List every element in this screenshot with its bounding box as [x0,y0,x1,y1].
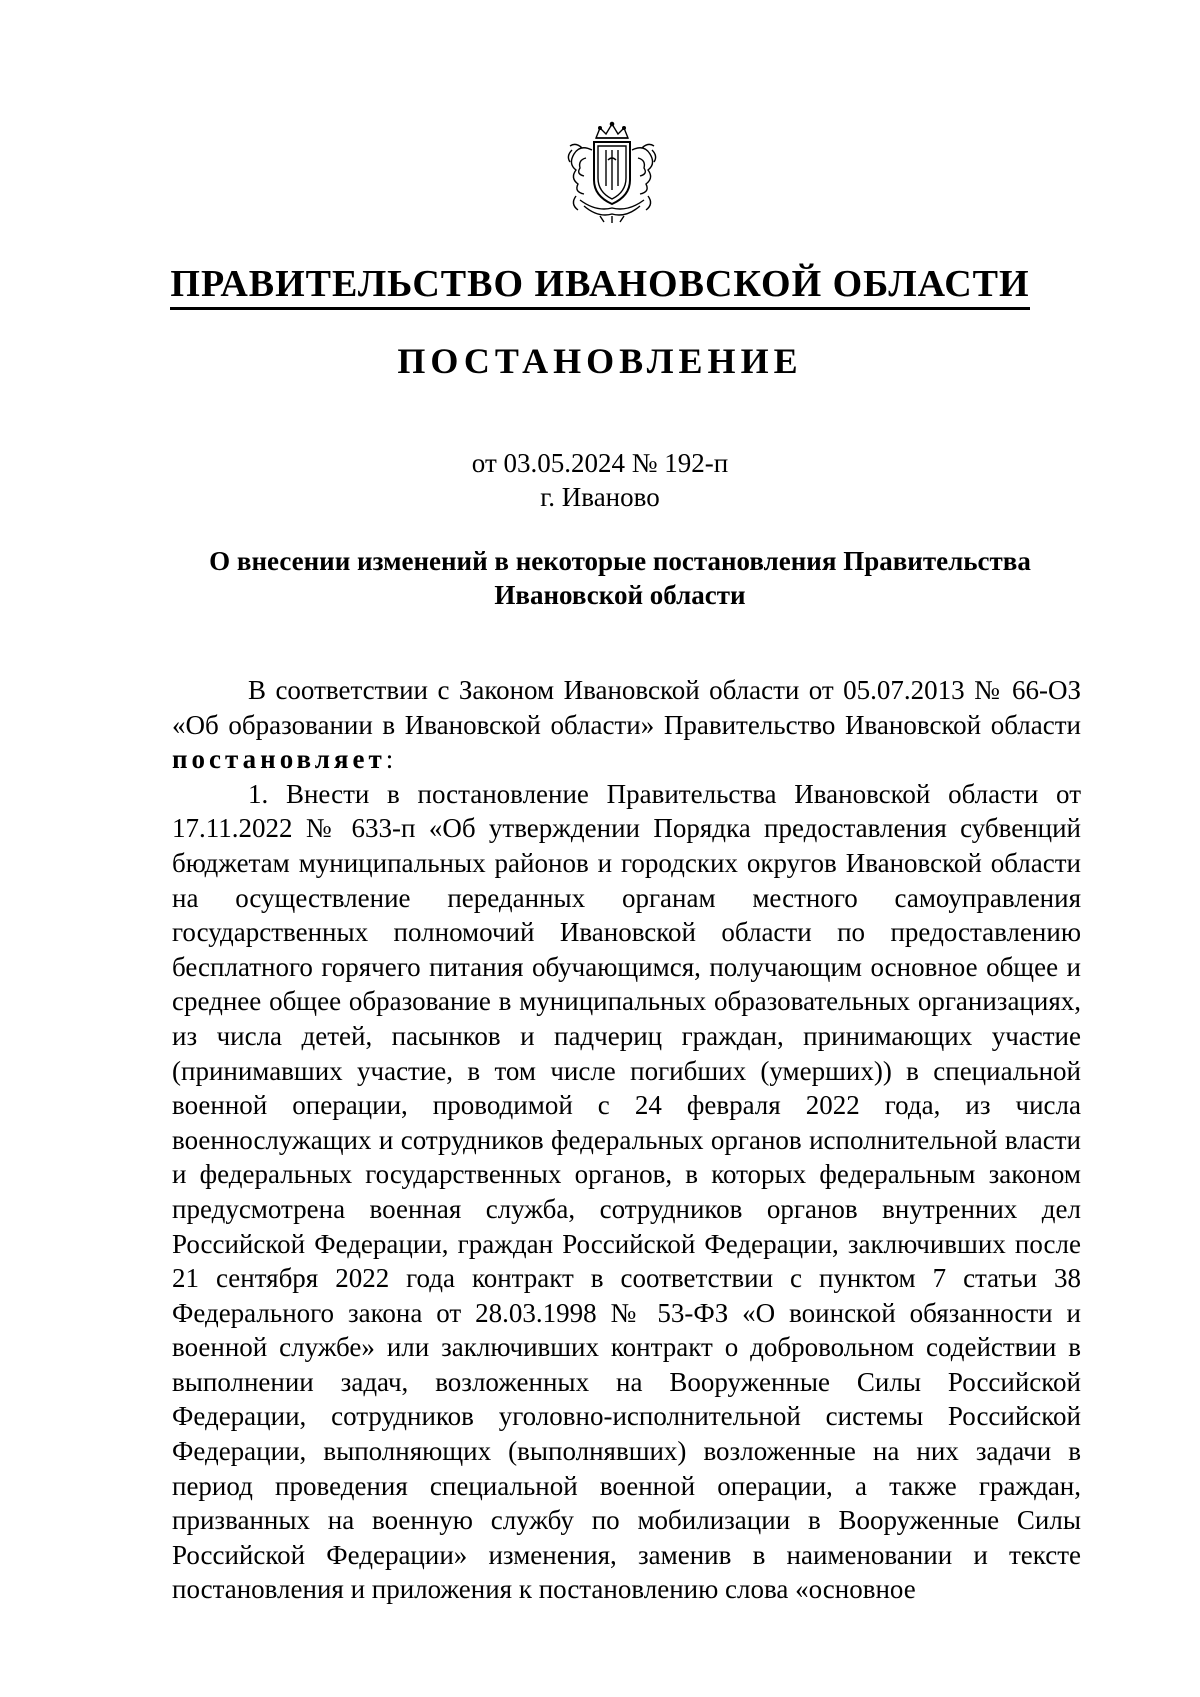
document-type: ПОСТАНОВЛЕНИЕ [397,341,803,381]
document-body [172,673,1081,1607]
organization-title [0,260,1200,308]
preamble-paragraph [172,673,1081,777]
preamble-text: В соответствии с Законом Ивановской области от 05.07.2013 № 66-ОЗ «Об образовании в Ивановской области» Правительство Ивановской области [172,675,1081,740]
organization-title-text: ПРАВИТЕЛЬСТВО ИВАНОВСКОЙ ОБЛАСТИ [170,263,1029,310]
document-city: г. Иваново [540,482,660,512]
ivanovo-coat-of-arms-icon [556,120,668,226]
preamble-colon: : [385,744,394,775]
item-1-paragraph: 1. Внести в постановление Правительства Ивановской области от 17.11.2022 № 633-п «Об утверждении Порядка предоставления субвенций бюджетам муниципальных районов и городских округов Ивановской области на осуществление переданных органам местного самоуправления государственных полномочий Ивановской области по предоставлению бесплатного горячего питания обучающимся, получающим основное общее и среднее общее образование в муниципальных образовательных организациях, из числа детей, пасынков и падчериц граждан, принимающих участие (принимавших участие, в том числе погибших (умерших)) в специальной военной операции, проводимой с 24 февраля 2022 года, из числа военнослужащих и сотрудников федеральных органов исполнительной власти и федеральных государственных органов, в которых федеральным законом предусмотрена военная служба, сотрудников органов внутренних дел Российской Федерации, граждан Российской Федерации, заключивших после 21 сентября 2022 года контракт в соответствии с пунктом 7 статьи 38 Федерального закона от 28.03.1998 № 53-ФЗ «О воинской обязанности и военной службе» или заключивших контракт о добровольном содействии в выполнении задач, возложенных на Вооруженные Силы Российской Федерации, сотрудников уголовно-исполнительной системы Российской Федерации, выполняющих (выполнявших) возложенные на них задачи в период проведения специальной военной операции, а также граждан, призванных на военную службу по мобилизации в Вооруженные Силы Российской Федерации» изменения, заменив в наименовании и тексте постановления и приложения к постановлению слова «основное [172,778,1081,1605]
document-subject: О внесении изменений в некоторые постановления Правительства Ивановской области [209,546,1031,610]
document-date-number: от 03.05.2024 № 192-п [471,448,729,478]
decree-keyword: постановляет [172,744,386,775]
